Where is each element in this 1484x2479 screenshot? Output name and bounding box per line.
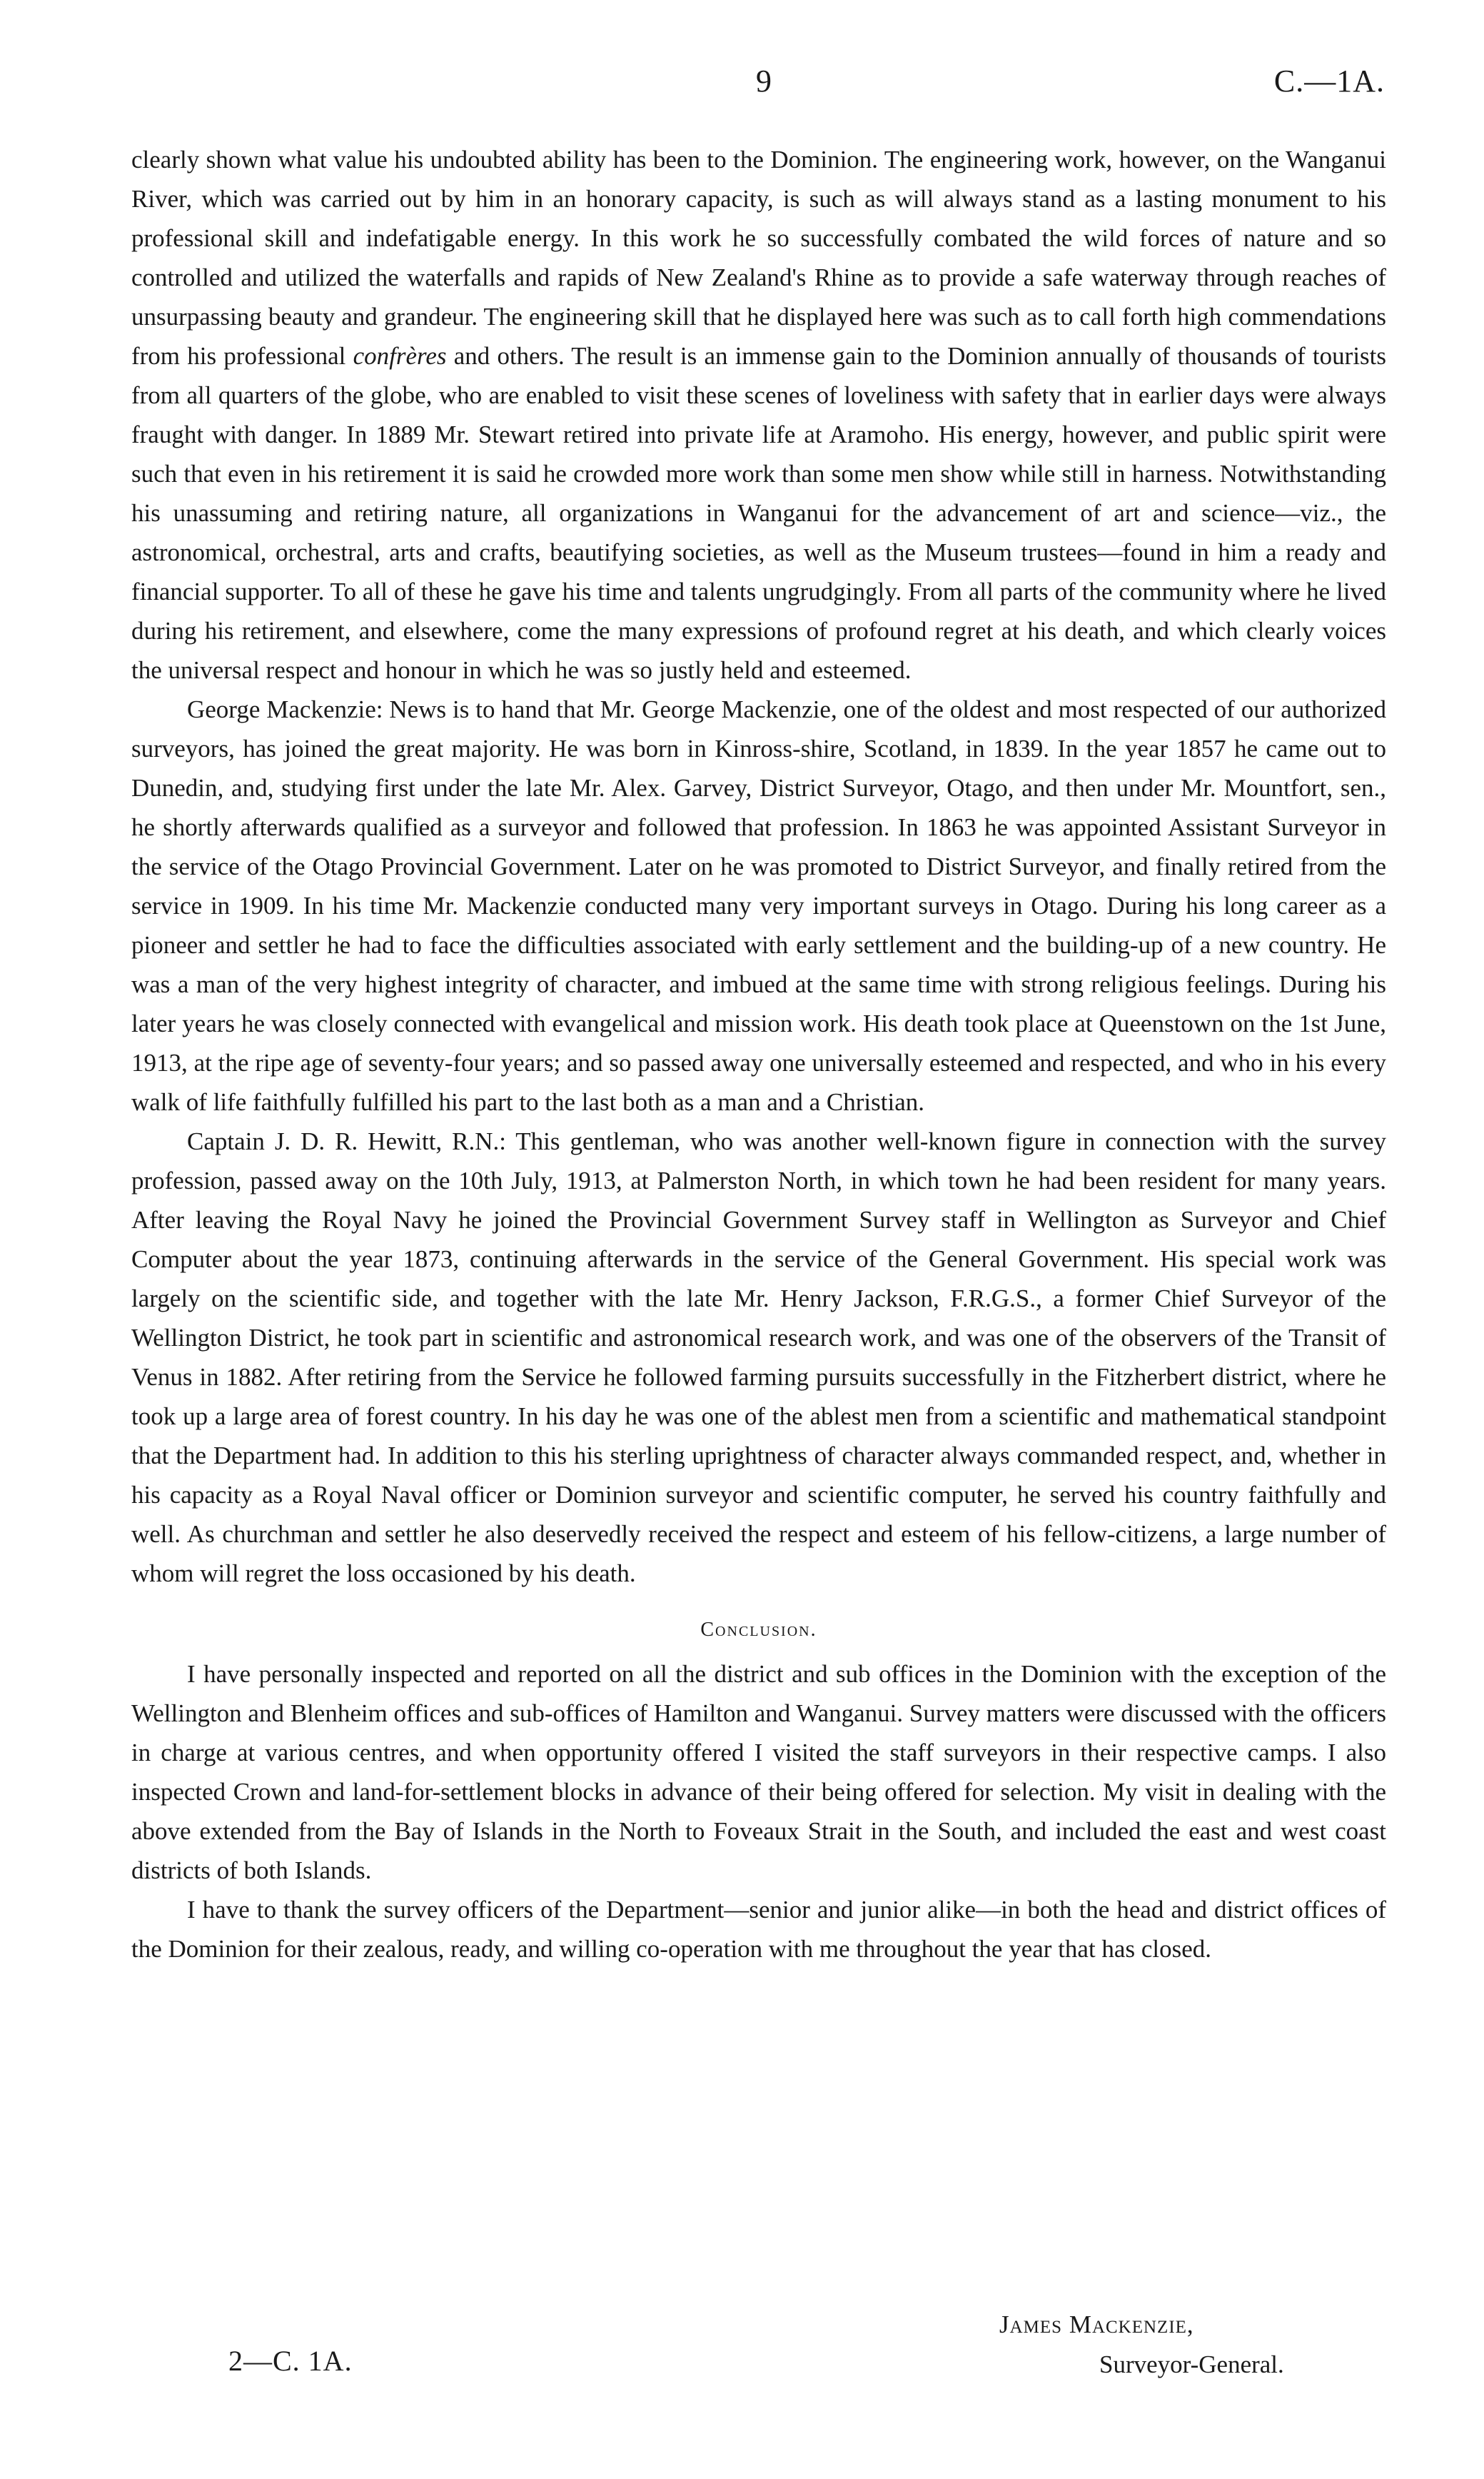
signatory-name: James Mackenzie, — [999, 2310, 1194, 2338]
paragraph-thanks: I have to thank the survey officers of the Department—senior and junior alike—in both the head and district offices of the Dominion for their zealous, ready, and willing co-operation with me throughout the year that has closed. — [131, 1896, 1386, 1963]
document-reference: C.—1A. — [1273, 64, 1385, 99]
italic-term: confrères — [353, 342, 447, 370]
paragraph-text: clearly shown what value his undoubted ability has been to the Dominion. The engineering work, however, on the Wanganui River, which was carried out by him in an honorary capacity, is such as will always stand as a lasting monument to his professional skill and indefatigable energy. In this work he so successfully combated the wild forces of nature and so controlled and utilized the waterfalls and rapids of New Zealand's Rhine as to provide a safe waterway through reaches of unsurpassing beauty and grandeur. The engineering skill that he displayed here was such as to call forth high commendations from his professional — [131, 146, 1386, 370]
paragraph-stewart-obituary — [131, 140, 1386, 690]
page-number: 9 — [756, 64, 772, 99]
signature-block — [999, 2305, 1342, 2385]
paragraph-text-continued: and others. The result is an immense gain to the Dominion annually of thousands of tourists from all quarters of the globe, who are enabled to visit these scenes of loveliness with safety that in earlier days were always fraught with danger. In 1889 Mr. Stewart retired into private life at Aramoho. His energy, however, and public spirit were such that even in his retirement it is said he crowded more work than some men show while still in harness. Notwithstanding his unassuming and retiring nature, all organizations in Wanganui for the advancement of art and science—viz., the astronomical, orchestral, arts and crafts, beautifying societies, as well as the Museum trustees—found in him a ready and financial supporter. To all of these he gave his time and talents ungrudgingly. From all parts of the community where he lived during his retirement, and elsewhere, come the many expressions of profound regret at his death, and which clearly voices the universal respect and honour in which he was so justly held and esteemed. — [131, 342, 1387, 684]
paragraph-mackenzie-obituary: George Mackenzie: News is to hand that Mr. George Mackenzie, one of the oldest and most respected of our authorized surveyors, has joined the great majority. He was born in Kinross-shire, Scotland, in 1839. In the year 1857 he came out to Dunedin, and, studying first under the late Mr. Alex. Garvey, District Surveyor, Otago, and then under Mr. Mountfort, sen., he shortly afterwards qualified as a surveyor and followed that profession. In 1863 he was appointed Assistant Surveyor in the service of the Otago Provincial Government. Later on he was promoted to District Surveyor, and finally retired from the service in 1909. In his time Mr. Mackenzie conducted many very important surveys in Otago. During his long career as a pioneer and settler he had to face the difficulties associated with early settlement and the building-up of a new country. He was a man of the very highest integrity of character, and imbued at the same time with strong religious feelings. During his later years he was closely connected with evangelical and mission work. His death took place at Queenstown on the 1st June, 1913, at the ripe age of seventy-four years; and so passed away one universally esteemed and respected, and who in his every walk of life faithfully fulfilled his part to the last both as a man and a Christian. — [131, 695, 1386, 1116]
body-text — [131, 140, 1386, 1968]
paragraph-hewitt-obituary: Captain J. D. R. Hewitt, R.N.: This gentleman, who was another well-known figure in connection with the survey profession, passed away on the 10th July, 1913, at Palmerston North, in which town he had been resident for many years. After leaving the Royal Navy he joined the Provincial Government Survey staff in Wellington as Surveyor and Chief Computer about the year 1873, continuing afterwards in the service of the General Government. His special work was largely on the scientific side, and together with the late Mr. Henry Jackson, F.R.G.S., a former Chief Surveyor of the Wellington District, he took part in scientific and astronomical research work, and was one of the observers of the Transit of Venus in 1882. After retiring from the Service he followed farming pursuits successfully in the Fitzherbert district, where he took up a large area of forest country. In his day he was one of the ablest men from a scientific and mathematical standpoint that the Department had. In addition to this his sterling uprightness of character always commanded respect, and, whether in his capacity as a Royal Naval officer or Dominion surveyor and scientific computer, he served his country faithfully and well. As churchman and settler he also deservedly received the respect and esteem of his fellow-citizens, a large number of whom will regret the loss occasioned by his death. — [131, 1127, 1386, 1587]
section-heading-conclusion: Conclusion. — [700, 1619, 817, 1641]
paragraph-conclusion: I have personally inspected and reported on all the district and sub offices in the Dominion with the exception of the Wellington and Blenheim offices and sub-offices of Hamilton and Wanganui. Survey matters were discussed with the officers in charge at various centres, and when opportunity offered I visited the staff surveyors in their respective camps. I also inspected Crown and land-for-settlement blocks in advance of their being offered for selection. My visit in dealing with the above extended from the Bay of Islands in the North to Foveaux Strait in the South, and included the east and west coast districts of both Islands. — [131, 1660, 1386, 1884]
signatory-title: Surveyor-General. — [1099, 2350, 1284, 2378]
footer-reference: 2—C. 1A. — [228, 2345, 353, 2377]
